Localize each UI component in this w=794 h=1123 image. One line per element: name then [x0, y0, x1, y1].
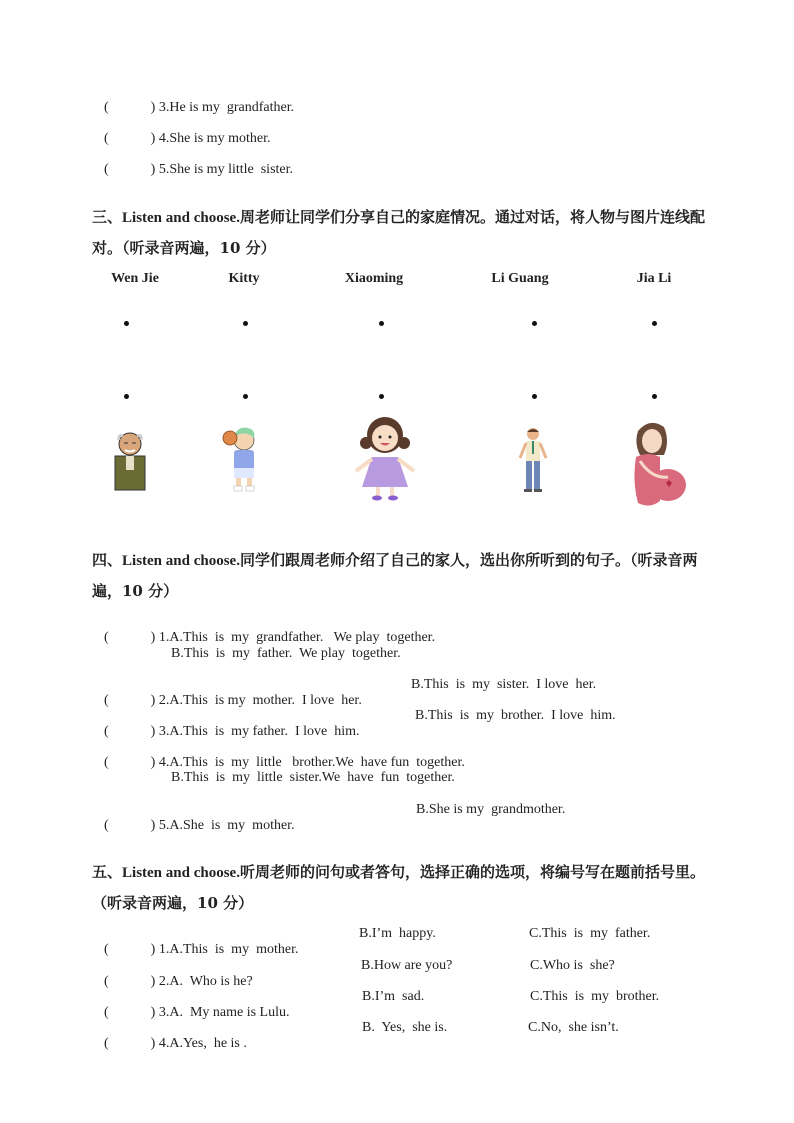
match-dot-bottom-5[interactable] — [652, 394, 657, 399]
question-3-line — [97, 84, 294, 116]
option-a: 2.A.This is my mother. I love her. — [158, 693, 362, 708]
section-number: 五、 — [92, 863, 123, 881]
section-instruction-en: Listen and choose. — [122, 553, 240, 569]
section-instruction-cn: 同学们跟周老师介绍了自己的家人，选出你所听到的句子。（听录音两遍，10 分） — [92, 551, 698, 600]
option-b: B.This is my brother. I love him. — [415, 708, 616, 723]
name-jia-li: Jia Li — [636, 271, 672, 286]
option-a: 4.A.This is my little brother.We have fun together. — [158, 755, 465, 770]
option-a: 1.A.This is my grandfather. We play together. — [158, 630, 436, 645]
answer-bracket[interactable]: ( — [104, 942, 109, 957]
option-b: B.This is my little sister.We have fun together. — [171, 770, 455, 785]
option-c: C.Who is she? — [530, 958, 615, 973]
option-b: B.I’m happy. — [359, 926, 436, 941]
answer-bracket[interactable]: ( — [104, 1005, 109, 1020]
match-dot-top-1[interactable] — [124, 321, 129, 326]
s5-item-4: ( ) 4.A.Yes, he is . — [104, 1036, 247, 1051]
answer-bracket[interactable]: ( — [104, 1036, 109, 1051]
s4-item-4: ( ) 4.A.This is my little brother.We have fun together. — [104, 755, 465, 770]
name-kitty: Kitty — [228, 271, 260, 286]
match-dot-top-3[interactable] — [379, 321, 384, 326]
answer-bracket[interactable]: ( — [104, 693, 109, 708]
option-a: 3.A.This is my father. I love him. — [158, 724, 360, 739]
name-li-guang: Li Guang — [491, 271, 549, 286]
section-instruction-en: Listen and choose. — [122, 865, 240, 881]
answer-bracket[interactable]: ( — [104, 162, 109, 177]
answer-bracket[interactable]: ( — [104, 755, 109, 770]
section-instruction-cn: 周老师让同学们分享自己的家庭情况。通过对话，将人物与图片连线配对。（听录音两遍，10 分） — [92, 208, 705, 257]
option-a: 4.A.Yes, he is . — [158, 1036, 247, 1051]
s5-item-3: ( ) 3.A. My name is Lulu. — [104, 1005, 290, 1020]
name-xiaoming: Xiaoming — [344, 271, 404, 286]
section-number: 四、 — [92, 551, 123, 569]
option-a: 3.A. My name is Lulu. — [158, 1005, 290, 1020]
s4-item-2: ( ) 2.A.This is my mother. I love her. — [104, 693, 362, 708]
s5-item-1: ( ) 1.A.This is my mother. — [104, 942, 299, 957]
match-dot-bottom-3[interactable] — [379, 394, 384, 399]
option-b: B.This is my father. We play together. — [171, 646, 401, 661]
s4-item-3: ( ) 3.A.This is my father. I love him. — [104, 724, 360, 739]
option-b: B.This is my sister. I love her. — [411, 677, 597, 692]
answer-bracket[interactable]: ( — [104, 724, 109, 739]
question-text: 3.He is my grandfather. — [158, 100, 295, 115]
section-5-heading — [92, 857, 712, 918]
section-instruction-cn: 听周老师的问句或者答句，选择正确的选项，将编号写在题前括号里。（听录音两遍，10 分） — [92, 863, 705, 912]
match-dot-top-5[interactable] — [652, 321, 657, 326]
pregnant-mother-picture — [630, 421, 688, 511]
answer-bracket[interactable]: ( — [104, 100, 109, 115]
option-c: C.This is my father. — [529, 926, 651, 941]
section-instruction-en: Listen and choose. — [122, 210, 240, 226]
bracket-close: ) — [150, 131, 156, 146]
answer-bracket[interactable]: ( — [104, 818, 109, 833]
match-dot-bottom-2[interactable] — [243, 394, 248, 399]
section-number: 三、 — [92, 208, 123, 226]
answer-bracket[interactable]: ( — [104, 974, 109, 989]
boy-basketball-picture — [218, 424, 264, 492]
option-a: 5.A.She is my mother. — [158, 818, 295, 833]
option-a: 2.A. Who is he? — [158, 974, 253, 989]
s4-item-5: ( ) 5.A.She is my mother. — [104, 818, 295, 833]
option-b: B.She is my grandmother. — [416, 802, 566, 817]
answer-bracket[interactable]: ( — [104, 131, 109, 146]
man-picture — [518, 426, 548, 494]
section-3-heading — [92, 202, 712, 263]
question-text: 5.She is my little sister. — [158, 162, 294, 177]
girl-dancing-picture — [352, 413, 418, 501]
question-4-line — [97, 115, 270, 147]
match-dot-top-2[interactable] — [243, 321, 248, 326]
grandfather-picture — [110, 428, 150, 492]
question-text: 4.She is my mother. — [158, 131, 271, 146]
option-a: 1.A.This is my mother. — [158, 942, 299, 957]
bracket-close: ) — [150, 100, 156, 115]
option-c: C.This is my brother. — [530, 989, 660, 1004]
s5-item-2: ( ) 2.A. Who is he? — [104, 974, 253, 989]
option-b: B.How are you? — [361, 958, 453, 973]
s4-item-1: ( ) 1.A.This is my grandfather. We play together. — [104, 630, 436, 645]
question-5-line — [97, 146, 293, 178]
option-b: B.I’m sad. — [362, 989, 425, 1004]
answer-bracket[interactable]: ( — [104, 630, 109, 645]
section-4-heading — [92, 545, 712, 606]
match-dot-top-4[interactable] — [532, 321, 537, 326]
bracket-close: ) — [150, 162, 156, 177]
match-dot-bottom-4[interactable] — [532, 394, 537, 399]
name-wen-jie: Wen Jie — [111, 271, 159, 286]
option-b: B. Yes, she is. — [362, 1020, 448, 1035]
match-dot-bottom-1[interactable] — [124, 394, 129, 399]
option-c: C.No, she isn’t. — [528, 1020, 619, 1035]
